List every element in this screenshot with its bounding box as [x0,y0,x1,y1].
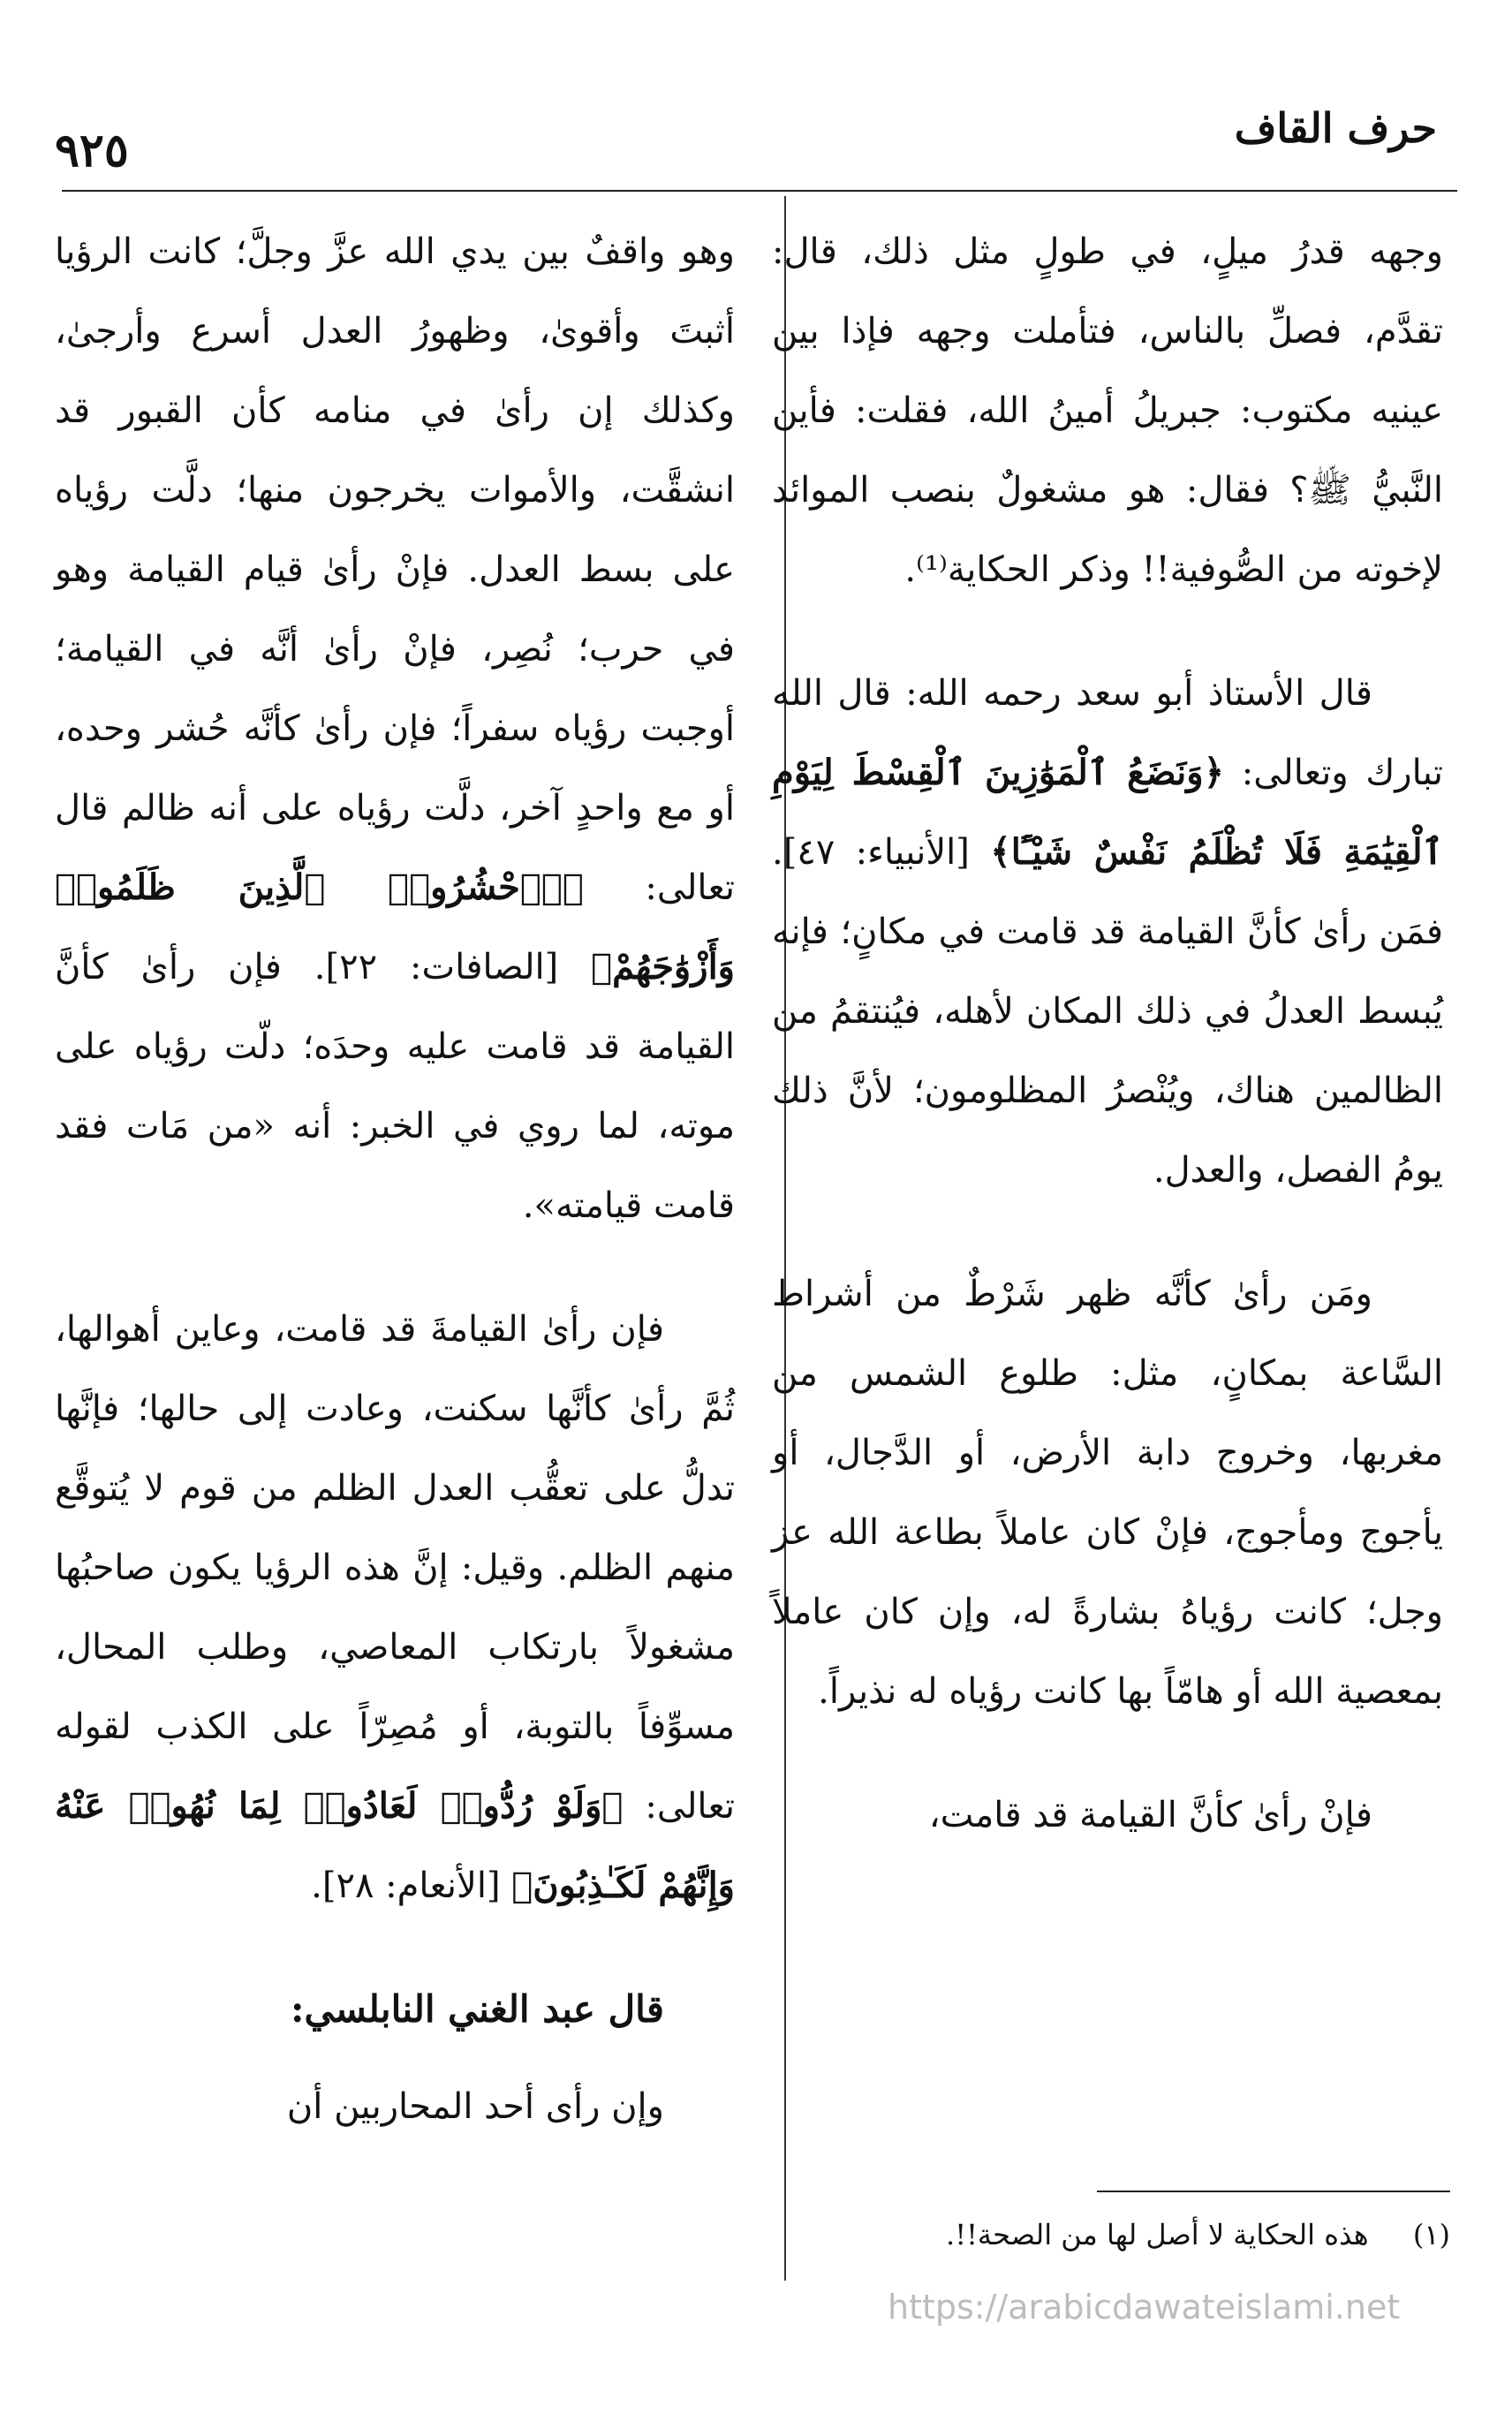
quran-verse: ﴿۞ٱحْشُرُوا۟ ٱلَّذِينَ ظَلَمُوا۟ وَأَزْوَٰجَهُمْ﴾ [55,866,735,987]
quran-verse: ﴿وَلَوْ رُدُّوا۟ لَعَادُوا۟ لِمَا نُهُوا۟ عَنْهُ وَإِنَّهُمْ لَكَـٰذِبُونَ﴾ [55,1785,735,1906]
paragraph: وجهه قدرُ ميلٍ، في طولٍ مثل ذلك، قال: تقدَّم، فصلِّ بالناس، فتأملت وجهه فإذا بين عينيه مكتوب: جبريلُ أمينُ الله، فقلت: فأين النَّبيُّ ﷺ؟ فقال: هو مشغولٌ بنصب الموائد لإخوته من الصُّوفية!! وذكر الحكاية⁽¹⁾. [772,231,1443,590]
page-number: ٩٢٥ [55,124,129,178]
header-divider [62,190,1457,192]
right-column [772,212,1443,1899]
footnote-text: هذه الحكاية لا أصل لها من الصحة!!. [946,2218,1369,2251]
paragraph: فإنْ رأىٰ كأنَّ القيامة قد قامت، [928,1795,1372,1835]
paragraph: ومَن رأىٰ كأنَّه ظهر شَرْطٌ من أشراط السَّاعة بمكانٍ، مثل: طلوع الشمس من مغربها، وخروج دابة الأرض، أو الدَّجال، أو يأجوج ومأجوج، فإنْ كان عاملاً بطاعة الله عز وجل؛ كانت رؤياهُ بشارةً له، وإن كان عاملاً بمعصية الله أو هامّاً بها كانت رؤياه له نذيراً. [772,1274,1443,1712]
paragraph [55,212,735,1245]
footnote [779,2208,1450,2261]
paragraph-text: وهو واقفٌ بين يدي الله عزَّ وجلَّ؛ كانت الرؤيا أثبتَ وأقوىٰ، وظهورُ العدل أسرع وأرجىٰ، وكذلك إن رأىٰ في منامه كأن القبور قد انشقَّت، والأموات يخرجون منها؛ دلَّت رؤياه على بسط العدل. فإنْ رأىٰ قيام القيامة وهو في حرب؛ نُصِر، فإنْ رأىٰ أنَّه في القيامة؛ أوجبت رؤياه سفراً؛ فإن رأىٰ كأنَّه حُشر وحده، أو مع واحدٍ آخر، دلَّت رؤياه على أنه ظالم قال تعالى: [55,231,735,908]
paragraph-rest: [الأنبياء: ٤٧]. فمَن رأىٰ كأنَّ القيامة قد قامت في مكانٍ؛ فإنه يُبسط العدلُ في ذلك المكان لأهله، فيُنتقمُ من الظالمين هناك، ويُنْصرُ المظلومون؛ لأنَّ ذلك يومُ الفصل، والعدل. [772,832,1443,1191]
footnote-number: (١) [1412,2218,1450,2251]
chapter-title: حرف القاف [1234,104,1437,152]
paragraph-intro: قال الأستاذ أبو سعد رحمه الله: قال الله تبارك وتعالى: [772,673,1444,793]
section-heading: قال عبد الغني النابلسي: [291,1987,664,2031]
paragraph [772,654,1443,1210]
footnote-divider [1097,2191,1450,2192]
left-column [55,212,735,2191]
paragraph-text: [الأنعام: ٢٨]. [311,1865,501,1906]
paragraph-text: [الصافات: ٢٢]. فإن رأىٰ كأنَّ القيامة قد قامت عليه وحدَه؛ دلّت رؤياه على موته، لما روي في الخبر: أنه «من مَات فقد قامت قيامته». [55,947,735,1226]
paragraph: وإن رأى أحد المحاربين أن [286,2086,664,2127]
quran-verse: ﴿وَنَضَعُ ٱلْمَوَٰزِينَ ٱلْقِسْطَ لِيَوْمِ ٱلْقِيَٰمَةِ فَلَا تُظْلَمُ نَفْسٌ شَيْـًٔا﴾ [772,752,1444,873]
watermark-url: https://arabicdawateislami.net [888,2288,1401,2327]
paragraph [55,1290,735,1926]
paragraph-text: فإن رأىٰ القيامةَ قد قامت، وعاين أهوالها، ثُمَّ رأىٰ كأنَّها سكنت، وعادت إلى حالها؛ فإنَّها تدلُّ على تعقُّب العدل الظلم من قوم لا يُتوقَّع منهم الظلم. وقيل: إنَّ هذه الرؤيا يكون صاحبُها مشغولاً بارتكاب المعاصي، وطلب المحال، مسوِّفاً بالتوبة، أو مُصِرّاً على الكذب لقوله تعالى: [55,1309,736,1827]
